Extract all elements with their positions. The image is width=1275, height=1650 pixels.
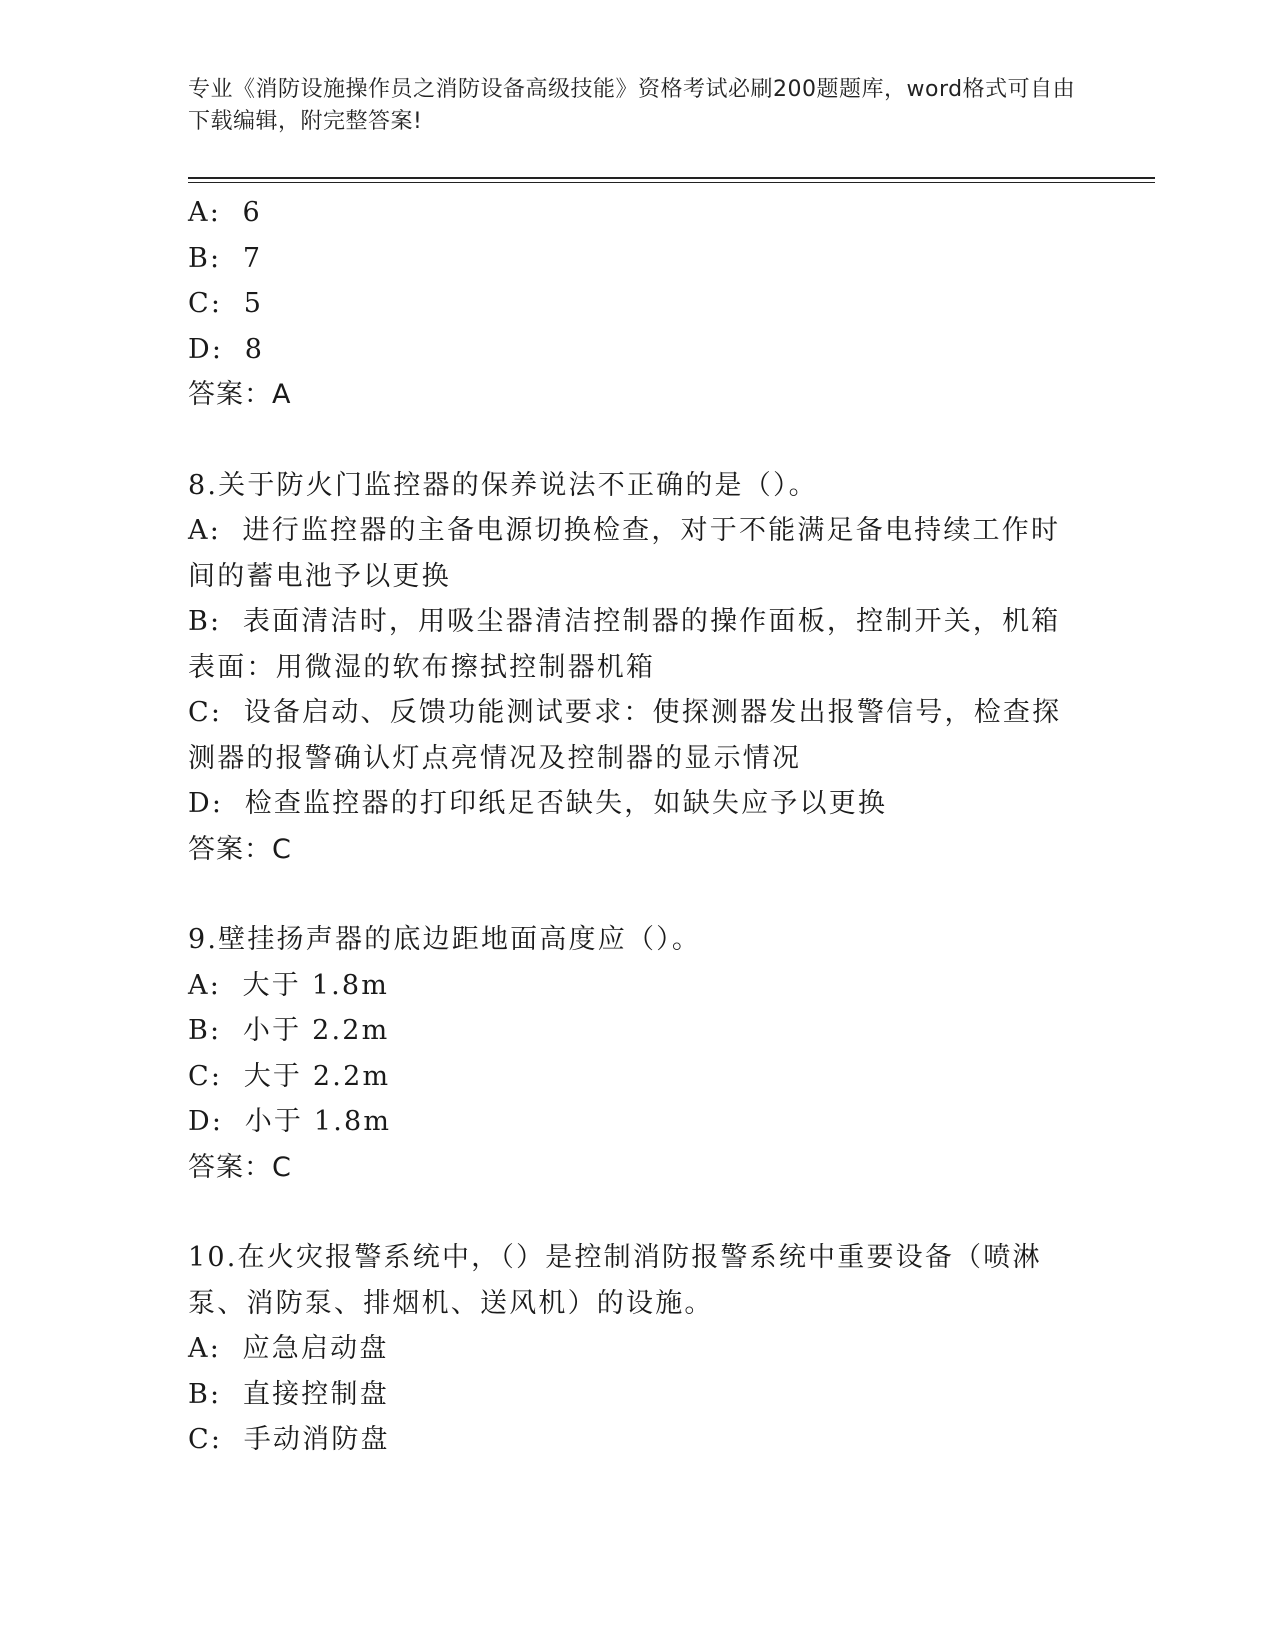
option-c: C: 手动消防盘 — [188, 1424, 390, 1455]
option-d: D: 小于 1.8m — [188, 1106, 392, 1137]
option-b: B: 表面清洁时，用吸尘器清洁控制器的操作面板，控制开关，机箱表面：用微湿的软布擦拭控制器机箱 — [188, 606, 1061, 683]
option-a: A: 大于 1.8m — [188, 969, 390, 1001]
header-rule-thin — [188, 182, 1155, 183]
option-c: C: 设备启动、反馈功能测试要求：使探测器发出报警信号，检查探测器的报警确认灯点亮情况及控制器的显示情况 — [188, 697, 1062, 774]
spacer — [188, 418, 1088, 463]
question-stem: 8.关于防火门监控器的保养说法不正确的是（）。 — [188, 469, 818, 501]
option-d: D: 8 — [188, 333, 265, 365]
document-body — [188, 190, 1088, 1463]
question-stem: 10.在火灾报警系统中，（）是控制消防报警系统中重要设备（喷淋泵、消防泵、排烟机、送风机）的设施。 — [188, 1242, 1042, 1319]
option-d: D: 检查监控器的打印纸足否缺失，如缺失应予以更换 — [188, 788, 888, 819]
answer: 答案：C — [188, 1151, 292, 1183]
option-a: A: 6 — [188, 197, 262, 228]
question-10 — [188, 1235, 1088, 1463]
page-header: 专业《消防设施操作员之消防设备高级技能》资格考试必刷200题题库，word格式可自由下载编辑，附完整答案! — [188, 77, 1076, 134]
answer: 答案：C — [188, 833, 292, 865]
option-b: B: 7 — [188, 242, 263, 274]
question-7 — [188, 190, 1088, 418]
question-9 — [188, 917, 1088, 1190]
option-c: C: 大于 2.2m — [188, 1060, 391, 1092]
option-c: C: 5 — [188, 288, 264, 319]
question-8 — [188, 463, 1088, 873]
answer: 答案：A — [188, 379, 292, 410]
question-stem: 9.壁挂扬声器的底边距地面高度应（）。 — [188, 924, 702, 955]
header-rule-thick — [188, 177, 1155, 179]
spacer — [188, 872, 1088, 917]
option-a: A: 应急启动盘 — [188, 1333, 389, 1364]
spacer — [188, 1190, 1088, 1235]
option-b: B: 直接控制盘 — [188, 1378, 389, 1410]
option-b: B: 小于 2.2m — [188, 1015, 390, 1046]
option-a: A: 进行监控器的主备电源切换检查，对于不能满足备电持续工作时间的蓄电池予以更换 — [188, 515, 1061, 592]
